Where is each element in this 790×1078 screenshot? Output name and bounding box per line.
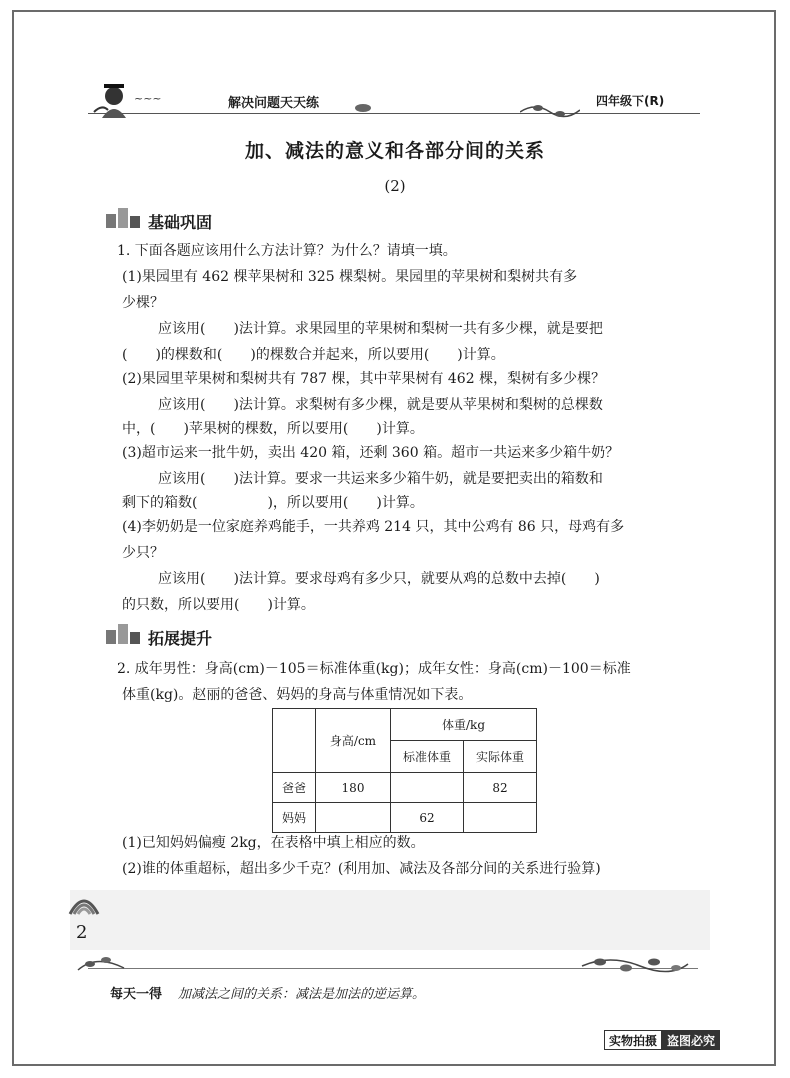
leaf-decoration-icon (352, 100, 374, 116)
q1-part1-line3: 应该用( )法计算。求果园里的苹果树和梨树一共有多少棵，就是要把 (158, 321, 603, 337)
section-blocks-icon (104, 622, 144, 646)
section-extend-title: 拓展提升 (148, 629, 213, 648)
table-corner-cell (273, 709, 316, 773)
vine-decoration-icon (76, 950, 126, 976)
q1-part1-line2: 少棵？ (122, 295, 164, 311)
height-weight-table (272, 708, 537, 833)
table-row (273, 773, 537, 803)
q1-part4-line1: (4)李奶奶是一位家庭养鸡能手，一共养鸡 214 只，其中公鸡有 86 只，母鸡有多 (122, 519, 625, 535)
page-title: 加、减法的意义和各部分间的关系 (244, 140, 545, 162)
grade-label: 四年级下(R) (596, 94, 665, 108)
cartoon-logo-icon (90, 78, 210, 122)
answer-area[interactable] (70, 890, 710, 950)
table-header-standard: 标准体重 (391, 741, 464, 773)
table-row (273, 803, 537, 833)
q1-part2-line3: 中，( )苹果树的棵数，所以要用( )计算。 (122, 421, 424, 437)
svg-text:~~~: ~~~ (134, 92, 162, 105)
corner-stripes-icon (66, 884, 102, 920)
series-title: 解决问题天天练 (228, 96, 320, 111)
table-cell-standard[interactable] (391, 773, 464, 803)
q2-stem-line2: 体重(kg)。赵丽的爸爸、妈妈的身高与体重情况如下表。 (122, 687, 473, 703)
table-cell-actual: 82 (464, 773, 537, 803)
header-divider (88, 113, 700, 114)
table-cell-name: 妈妈 (273, 803, 316, 833)
stamp-right: 盗图必究 (662, 1030, 720, 1050)
vine-decoration-icon (580, 952, 690, 978)
section-blocks-icon (104, 206, 144, 230)
q1-part3-line2: 应该用( )法计算。要求一共运来多少箱牛奶，就是要把卖出的箱数和 (158, 471, 603, 487)
vine-decoration-icon (520, 100, 580, 122)
table-cell-standard: 62 (391, 803, 464, 833)
q1-part4-line2: 少只？ (122, 545, 164, 561)
table-cell-name: 爸爸 (273, 773, 316, 803)
q1-part1-line1: (1)果园里有 462 棵苹果树和 325 棵梨树。果园里的苹果树和梨树共有多 (122, 269, 578, 285)
q1-part4-line4: 的只数，所以要用( )计算。 (122, 597, 315, 613)
table-header-weight: 体重/kg (391, 709, 537, 741)
stamp-left: 实物拍摄 (604, 1030, 662, 1050)
page-subtitle: (2) (384, 177, 406, 195)
watermark-stamp (604, 1030, 762, 1050)
q2-stem-line1: 2. 成年男性：身高(cm)－105＝标准体重(kg)；成年女性：身高(cm)－100＝标准 (117, 661, 631, 677)
q1-part2-line1: (2)果园里苹果树和梨树共有 787 棵，其中苹果树有 462 棵，梨树有多少棵？ (122, 371, 606, 387)
page-number: 2 (76, 922, 88, 943)
section-basic-title: 基础巩固 (148, 213, 213, 232)
q1-part3-line1: (3)超市运来一批牛奶，卖出 420 箱，还剩 360 箱。超市一共运来多少箱牛奶？ (122, 445, 620, 461)
table-cell-height[interactable] (316, 803, 391, 833)
table-header-height: 身高/cm (316, 709, 391, 773)
table-cell-actual[interactable] (464, 803, 537, 833)
daily-tip-text: 加减法之间的关系：减法是加法的逆运算。 (178, 987, 426, 1002)
table-cell-height: 180 (316, 773, 391, 803)
table-header-actual: 实际体重 (464, 741, 537, 773)
daily-tip-label: 每天一得 (110, 987, 163, 1002)
q2-sub1: (1)已知妈妈偏瘦 2kg，在表格中填上相应的数。 (122, 835, 425, 851)
q1-stem: 1. 下面各题应该用什么方法计算？为什么？请填一填。 (117, 243, 457, 259)
q1-part4-line3: 应该用( )法计算。要求母鸡有多少只，就要从鸡的总数中去掉( ) (158, 571, 600, 587)
q1-part3-line3: 剩下的箱数( )，所以要用( )计算。 (122, 495, 424, 511)
q2-sub2: (2)谁的体重超标，超出多少千克？(利用加、减法及各部分间的关系进行验算) (122, 861, 601, 877)
q1-part2-line2: 应该用( )法计算。求梨树有多少棵，就是要从苹果树和梨树的总棵数 (158, 397, 603, 413)
q1-part1-line4: ( )的棵数和( )的棵数合并起来，所以要用( )计算。 (122, 347, 505, 363)
